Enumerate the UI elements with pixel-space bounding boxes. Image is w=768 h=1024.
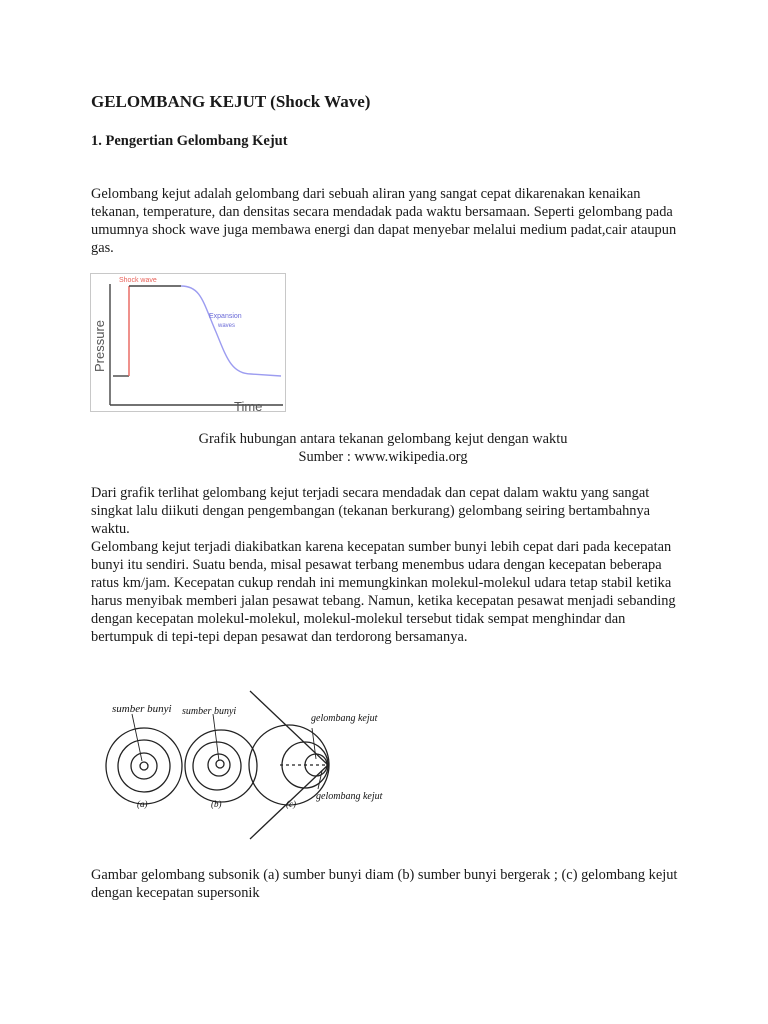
document-title: GELOMBANG KEJUT (Shock Wave) xyxy=(91,92,371,111)
wavefront-a xyxy=(106,728,182,804)
label-a-source: sumber bunyi xyxy=(112,703,172,715)
wavefront-b xyxy=(185,730,257,802)
tag-c: (c) xyxy=(286,799,296,809)
expansion-label-sub: waves xyxy=(218,323,236,329)
label-shock-bottom: gelombang kejut xyxy=(316,791,383,802)
figure-1-source: Sumber : www.wikipedia.org xyxy=(298,449,468,465)
label-b-source: sumber bunyi xyxy=(182,706,237,717)
pressure-time-graph xyxy=(91,274,285,411)
y-axis-label: Pressure xyxy=(92,319,107,372)
tag-a: (a) xyxy=(137,799,148,809)
wavefront-diagram xyxy=(90,681,393,849)
section-heading: 1. Pengertian Gelombang Kejut xyxy=(91,133,288,149)
paragraph-graph-explanation: Dari grafik terlihat gelombang kejut terjadi secara mendadak dan cepat dalam waktu yang sangat singkat lalu diikuti dengan pengembangan (tekanan berkurang) gelombang seiring bertambahnya waktu. xyxy=(91,485,651,537)
expansion-label: Expansion xyxy=(209,313,242,320)
figure-1-caption: Grafik hubungan antara tekanan gelombang kejut dengan waktu xyxy=(198,431,568,447)
paragraph-cause: Gelombang kejut terjadi diakibatkan karena kecepatan sumber bunyi lebih cepat dari pada kecepatan bunyi itu sendiri. Suatu benda, misal pesawat terbang menembus udara dengan kecepatan beberapa ratus km/jam. Kecepatan cukup rendah ini memungkinkan molekul-molekul udara tetap stabil ketika harus menyibak memberi jalan pesawat tebang. Namun, ketika kecepatan pesawat menjadi sebanding dengan kecepatan molekul-molekul, molekul-molekul tersebut tidak sempat menghindar dan bertumpuk di tepi-tepi depan pesawat dan terdorong bersamanya. xyxy=(91,539,676,645)
pressure-time-figure xyxy=(90,273,286,412)
shock-wave-label: Shock wave xyxy=(119,277,157,284)
figure-2-caption: Gambar gelombang subsonik (a) sumber bunyi diam (b) sumber bunyi bergerak ; (c) gelombang kejut dengan kecepatan supersonik xyxy=(91,867,678,901)
x-axis-label: Time xyxy=(234,399,263,411)
expansion-curve xyxy=(181,286,281,376)
tag-b: (b) xyxy=(211,799,222,809)
label-shock-top: gelombang kejut xyxy=(311,713,378,724)
wavefront-figure xyxy=(90,681,393,849)
paragraph-definition: Gelombang kejut adalah gelombang dari sebuah aliran yang sangat cepat dikarenakan kenaikan tekanan, temperature, dan densitas secara mendadak pada waktu bersamaan. Seperti gelombang pada umumnya shock wave juga membawa energi dan dapat menyebar melalui medium padat,cair ataupun gas. xyxy=(91,186,677,256)
